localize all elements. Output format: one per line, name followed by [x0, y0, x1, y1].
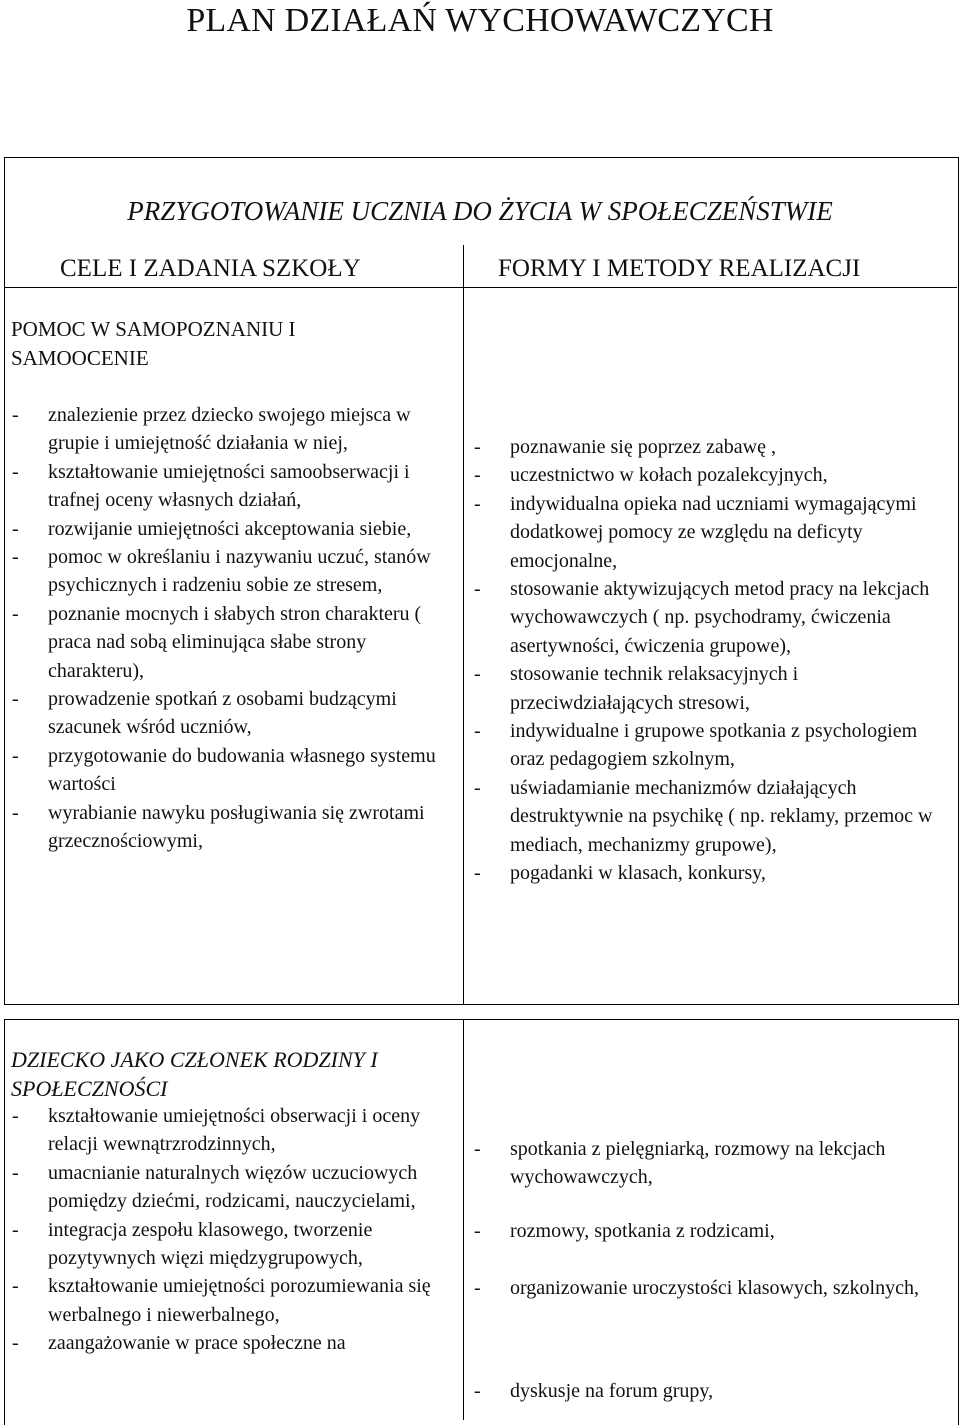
list-item: - poznanie mocnych i słabych stron charakteru ( praca nad sobą eliminująca słabe strony charakteru),: [10, 600, 456, 685]
section1-heading: PRZYGOTOWANIE UCZNIA DO ŻYCIA W SPOŁECZEŃSTWIE: [127, 196, 833, 226]
list-item: - uczestnictwo w kołach pozalekcyjnych,: [460, 461, 950, 489]
section2-heading: DZIECKO JAKO CZŁONEK RODZINY I SPOŁECZNOŚCI: [11, 1047, 378, 1101]
list-item: - umacnianie naturalnych więzów uczuciowych pomiędzy dziećmi, rodzicami, nauczycielami,: [10, 1159, 456, 1216]
section1-header-divider: [5, 287, 957, 288]
list-item: - kształtowanie umiejętności obserwacji i oceny relacji wewnątrzrodzinnych,: [10, 1102, 456, 1159]
list-item: - prowadzenie spotkań z osobami budzącymi szacunek wśród uczniów,: [10, 685, 456, 742]
section2-goals-list: [10, 1102, 456, 1358]
list-item: - rozmowy, spotkania z rodzicami,: [460, 1217, 950, 1245]
list-item: - indywidualne i grupowe spotkania z psychologiem oraz pedagogiem szkolnym,: [460, 717, 950, 774]
list-item: - rozwijanie umiejętności akceptowania siebie,: [10, 515, 456, 543]
section1-methods-list: [460, 433, 950, 888]
list-item: - stosowanie technik relaksacyjnych i przeciwdziałających stresowi,: [460, 660, 950, 717]
section1-goals-list: [10, 401, 456, 856]
list-item: - zaangażowanie w prace społeczne na: [10, 1329, 456, 1357]
list-item: - integracja zespołu klasowego, tworzenie pozytywnych więzi międzygrupowych,: [10, 1216, 456, 1273]
column-header-methods: FORMY I METODY REALIZACJI: [498, 255, 861, 282]
list-item: - pogadanki w klasach, konkursy,: [460, 859, 950, 887]
section1-subheading: POMOC W SAMOPOZNANIU I SAMOOCENIE: [11, 317, 296, 370]
list-item: - wyrabianie nawyku posługiwania się zwrotami grzecznościowymi,: [10, 799, 456, 856]
list-item: - przygotowanie do budowania własnego systemu wartości: [10, 742, 456, 799]
list-item: - pomoc w określaniu i nazywaniu uczuć, stanów psychicznych i radzeniu sobie ze stresem,: [10, 543, 456, 600]
list-item: - indywidualna opieka nad uczniami wymagającymi dodatkowej pomocy ze względu na deficyty emocjonalne,: [460, 490, 950, 575]
list-item: - spotkania z pielęgniarką, rozmowy na lekcjach wychowawczych,: [460, 1135, 950, 1192]
list-item: - dyskusje na forum grupy,: [460, 1377, 950, 1405]
column-header-goals: CELE I ZADANIA SZKOŁY: [60, 255, 361, 282]
list-item: - organizowanie uroczystości klasowych, szkolnych,: [460, 1274, 950, 1302]
list-item: - poznawanie się poprzez zabawę ,: [460, 433, 950, 461]
page-title: PLAN DZIAŁAŃ WYCHOWAWCZYCH: [186, 2, 774, 39]
list-item: - znalezienie przez dziecko swojego miejsca w grupie i umiejętność działania w niej,: [10, 401, 456, 458]
list-item: - uświadamianie mechanizmów działających destruktywnie na psychikę ( np. reklamy, przemoc w mediach, mechanizmy grupowe),: [460, 774, 950, 859]
list-item: - stosowanie aktywizujących metod pracy na lekcjach wychowawczych ( np. psychodramy, ćwiczenia asertywności, ćwiczenia grupowe),: [460, 575, 950, 660]
list-item: - kształtowanie umiejętności samoobserwacji i trafnej oceny własnych działań,: [10, 458, 456, 515]
list-item: - kształtowanie umiejętności porozumiewania się werbalnego i niewerbalnego,: [10, 1272, 456, 1329]
